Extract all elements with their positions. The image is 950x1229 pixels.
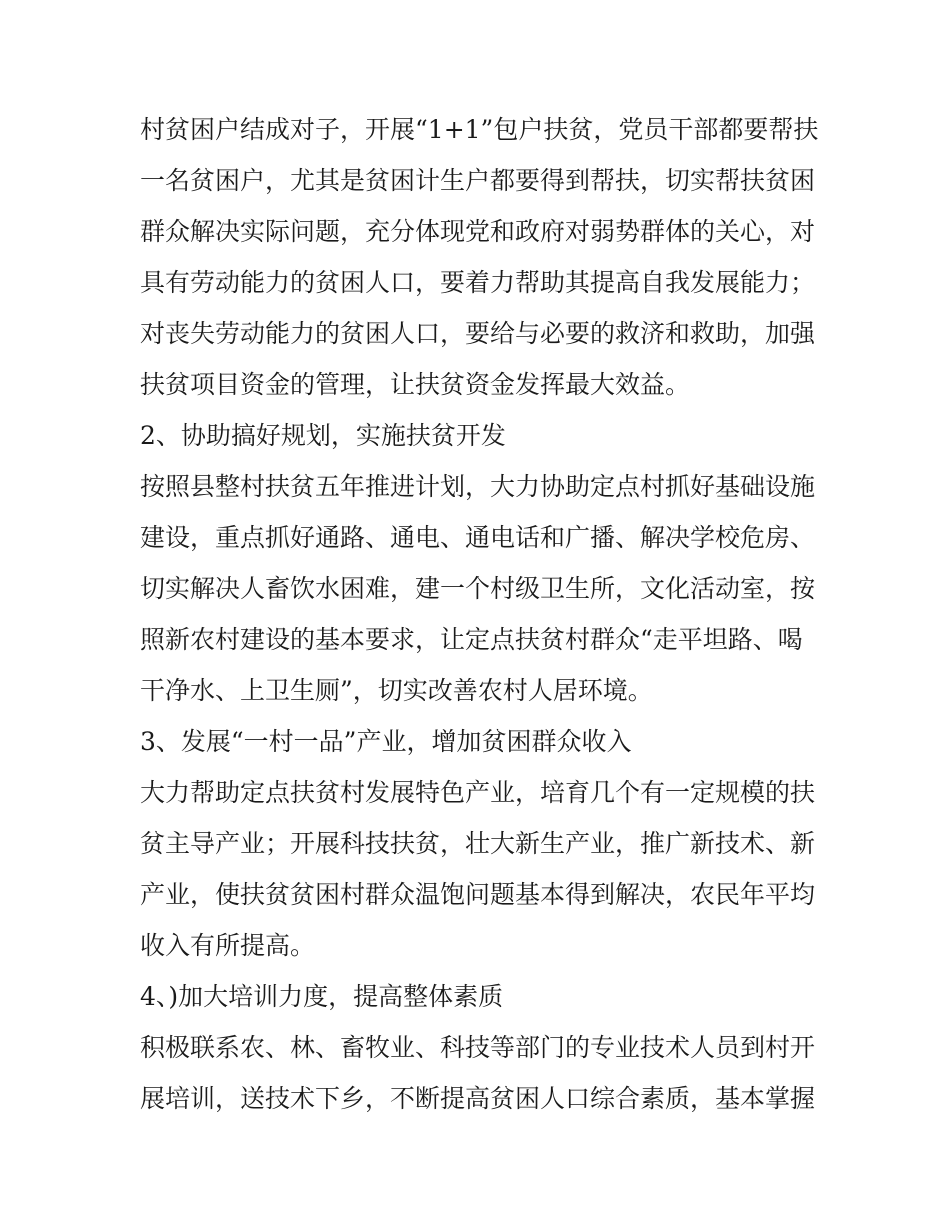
paragraph-line: 展培训，送技术下乡，不断提高贫困人口综合素质，基本掌握	[140, 1084, 816, 1113]
paragraph-line: 具有劳动能力的贫困人口，要着力帮助其提高自我发展能力；	[140, 268, 816, 297]
paragraph-line: 大力帮助定点扶贫村发展特色产业，培育几个有一定规模的扶	[140, 778, 816, 807]
paragraph-line: 按照县整村扶贫五年推进计划，大力协助定点村抓好基础设施	[140, 472, 816, 501]
paragraph-line: 收入有所提高。	[140, 931, 316, 960]
paragraph-line: 切实解决人畜饮水困难，建一个村级卫生所，文化活动室，按	[140, 574, 816, 603]
paragraph-line: 群众解决实际问题，充分体现党和政府对弱势群体的关心，对	[140, 217, 816, 246]
paragraph-line: 贫主导产业；开展科技扶贫，壮大新生产业，推广新技术、新	[140, 829, 816, 858]
paragraph-line: 对丧失劳动能力的贫困人口，要给与必要的救济和救助，加强	[140, 319, 816, 348]
paragraph-line: 干净水、上卫生厕”，切实改善农村人居环境。	[140, 676, 653, 705]
paragraph-line: 扶贫项目资金的管理，让扶贫资金发挥最大效益。	[140, 370, 691, 399]
paragraph-line: 一名贫困户，尤其是贫困计生户都要得到帮扶，切实帮扶贫困	[140, 166, 816, 195]
paragraph-line: 产业，使扶贫贫困村群众温饱问题基本得到解决，农民年平均	[140, 880, 816, 909]
paragraph-line: 积极联系农、林、畜牧业、科技等部门的专业技术人员到村开	[140, 1033, 816, 1062]
paragraph-line: 建设，重点抓好通路、通电、通电话和广播、解决学校危房、	[140, 523, 816, 552]
paragraph-line: 村贫困户结成对子，开展“1+1”包户扶贫，党员干部都要帮扶	[140, 115, 819, 144]
paragraph-line: 照新农村建设的基本要求，让定点扶贫村群众“走平坦路、喝	[140, 625, 803, 654]
section-heading: 4、)加大培训力度，提高整体素质	[140, 982, 504, 1011]
document-body	[140, 104, 840, 1124]
section-heading: 2、协助搞好规划，实施扶贫开发	[140, 421, 506, 450]
section-heading: 3、发展“一村一品”产业，增加贫困群众收入	[140, 727, 632, 756]
